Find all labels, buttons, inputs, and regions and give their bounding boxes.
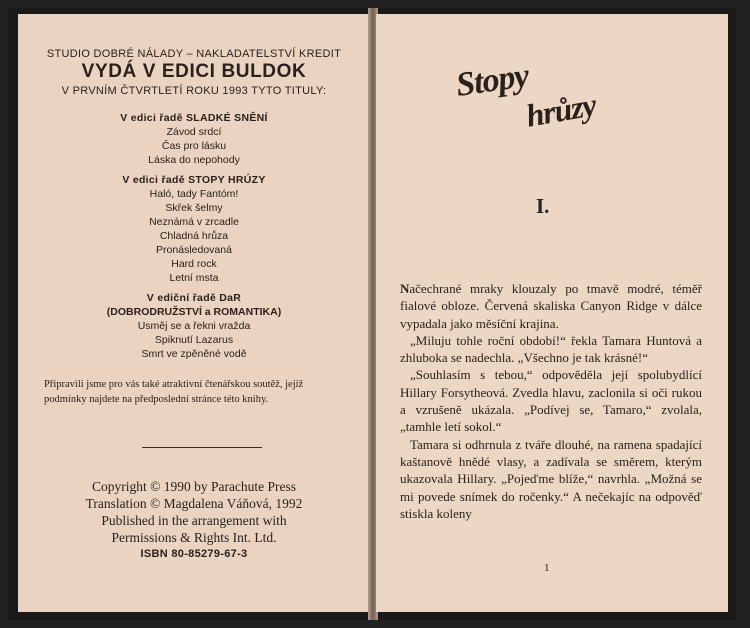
series-title: Závod srdcí [166,126,222,138]
series-title: Usměj se a řekni vražda [137,320,251,332]
edition-title: VYDÁ V EDICI BULDOK [81,61,307,82]
series-logo-stopy: Stopy [453,57,531,104]
right-page [376,14,728,612]
series-logo-hruzy: hrůzy [523,86,599,134]
series-title: Pronásledovaná [156,244,232,256]
paragraph-text: ačechrané mraky klouzaly po tmavě modré, téměř fialové obloze. Červená skaliska Canyon Ridge v dálce vypadala jako měsíční krajina. [400,281,702,331]
edition-subtitle: V PRVNÍM ČTVRTLETÍ ROKU 1993 TYTO TITULY: [61,85,327,97]
isbn: ISBN 80-85279-67-3 [140,548,248,560]
contest-note: Připravili jsme pro vás také atraktivní čtenářskou soutěž, jejíž podmínky najdete na předposlední stránce této knihy. [44,379,304,405]
series-dar [18,291,370,361]
series-title: Hard rock [171,258,217,270]
paragraph [400,280,702,332]
credits [18,478,370,563]
series-subheading: (DOBRODRUŽSTVÍ a ROMANTIKA) [106,306,282,318]
series-title: Chladná hrůza [159,230,229,242]
series-heading: V ediční řadě DaR [146,292,242,304]
paragraph: „Souhlasím s tebou,“ odpověděla její spolubydlící Hillary Forsytheová. Zvedla hlavu, zaclonila si oči rukou a vzrušeně ukázala. „Podívej se, Tamaro,“ zvolala, „tamhle letí sokol.“ [400,367,702,435]
paragraph: Tamara si odhrnula z tváře dlouhé, na ramena spadající kaštanově hnědé vlasy, a zadívala se směrem, kterým ukazovala Hillary. „Pojeďme blíže,“ navrhla. „Možná se mi povede snímek do ročenky.“ A nečekajíc na odpověď stiskla koleny [400,436,702,521]
series-title: Haló, tady Fantóm! [149,188,239,200]
left-page [18,14,370,612]
series-sladke-sneni [18,111,370,167]
credit-line: Copyright © 1990 by Parachute Press [91,479,297,494]
series-heading: V edici řadě SLADKÉ SNĚNÍ [120,112,268,124]
series-title: Láska do nepohody [148,154,240,166]
series-title: Smrt ve zpěněné vodě [141,348,247,360]
divider [142,447,262,448]
drop-cap: N [400,281,410,296]
credit-line: Permissions & Rights Int. Ltd. [111,530,277,545]
series-title: Skřek šelmy [165,202,223,214]
chapter-number: I. [536,194,550,218]
series-stopy-hruzy [18,173,370,285]
credit-line: Translation © Magdalena Váňová, 1992 [85,496,303,511]
series-title: Letní msta [169,272,219,284]
paragraph: „Miluju tohle roční období!“ řekla Tamara Huntová a zhluboka se nadechla. „Všechno je tak krásné!“ [400,332,702,366]
series-title: Neznámá v zrcadle [149,216,239,228]
series-title: Čas pro lásku [161,140,227,152]
page-number: 1 [544,562,550,574]
credit-line: Published in the arrangement with [101,513,287,528]
series-title: Spiknutí Lazarus [154,334,234,346]
chapter-text [400,280,702,522]
series-heading: V edici řadě STOPY HRÚZY [122,174,266,186]
publisher-line: STUDIO DOBRÉ NÁLADY – NAKLADATELSTVÍ KREDIT [46,48,342,60]
book-spread [8,8,736,620]
